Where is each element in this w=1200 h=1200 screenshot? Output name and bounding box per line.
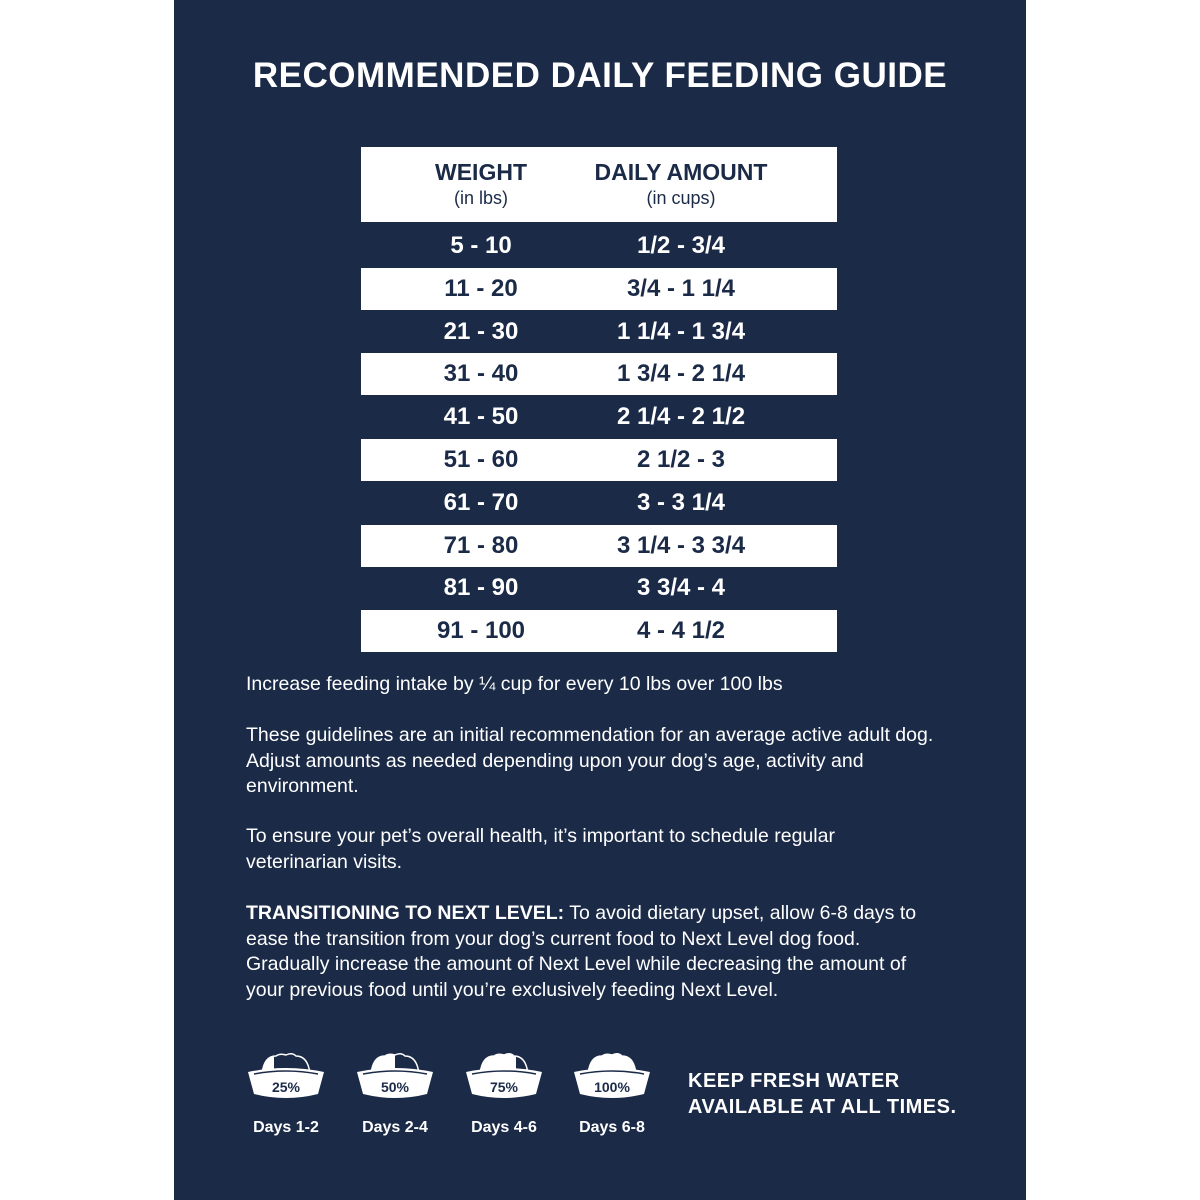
amount-cell: 1 3/4 - 2 1/4	[616, 360, 746, 388]
table-row	[361, 353, 837, 395]
bowl-days-label: Days 4-6	[471, 1119, 537, 1136]
food-bowl-icon	[246, 1050, 326, 1106]
weight-cell: 91 - 100	[436, 617, 526, 645]
weight-cell: 31 - 40	[443, 360, 519, 388]
table-row	[361, 396, 837, 438]
amount-cell: 1 1/4 - 1 3/4	[616, 317, 746, 345]
weight-cell: 61 - 70	[443, 488, 519, 516]
increase-note: Increase feeding intake by ¼ cup for every 10 lbs over 100 lbs	[246, 673, 783, 695]
bowl-days-label: Days 2-4	[362, 1119, 428, 1136]
table-row	[361, 268, 837, 310]
weight-cell: 11 - 20	[444, 274, 518, 302]
amount-header-unit: (in cups)	[646, 188, 716, 208]
fresh-water-line-1: KEEP FRESH WATER	[688, 1070, 900, 1092]
fresh-water-line-2: AVAILABLE AT ALL TIMES.	[688, 1096, 957, 1118]
weight-cell: 5 - 10	[450, 232, 512, 259]
table-row	[361, 610, 837, 652]
weight-header	[401, 159, 561, 209]
amount-cell: 3/4 - 1 1/4	[626, 274, 736, 302]
weight-cell: 41 - 50	[443, 403, 519, 431]
feeding-table	[361, 147, 837, 645]
feeding-guide-panel	[174, 0, 1026, 1200]
bowl-percent-label: 25%	[271, 1079, 301, 1095]
weight-cell: 21 - 30	[443, 317, 519, 345]
bowl-days-label: Days 1-2	[253, 1119, 319, 1136]
weight-cell: 51 - 60	[443, 446, 519, 473]
bowl-percent-label: 100%	[594, 1079, 630, 1095]
guidelines-note: These guidelines are an initial recommendation for an average active adult dog. Adjust amounts as needed depending upon your dog’s age, activity and environment.	[246, 724, 934, 797]
table-row	[361, 567, 837, 609]
weight-cell: 71 - 80	[443, 531, 519, 559]
amount-cell: 3 - 3 1/4	[636, 488, 726, 516]
weight-header-unit: (in lbs)	[453, 188, 508, 208]
amount-cell: 4 - 4 1/2	[636, 617, 726, 645]
weight-header-title: WEIGHT	[435, 159, 527, 185]
food-bowl-icon	[572, 1050, 652, 1106]
health-note: To ensure your pet’s overall health, it’s important to schedule regular veterinarian visits.	[246, 825, 835, 873]
amount-header	[586, 159, 776, 209]
transition-note	[246, 901, 936, 1003]
amount-header-title: DAILY AMOUNT	[594, 159, 768, 185]
weight-cell: 81 - 90	[443, 574, 519, 602]
food-bowl-icon	[464, 1050, 544, 1106]
bowl-percent-label: 75%	[489, 1079, 519, 1095]
page-title: RECOMMENDED DAILY FEEDING GUIDE	[252, 56, 948, 95]
amount-cell: 2 1/4 - 2 1/2	[616, 403, 746, 431]
bowl-percent-label: 50%	[380, 1079, 410, 1095]
table-row	[361, 311, 837, 353]
table-row	[361, 225, 837, 267]
amount-cell: 3 3/4 - 4	[636, 574, 726, 602]
table-row	[361, 439, 837, 481]
bowl-days-label: Days 6-8	[579, 1119, 645, 1136]
amount-cell: 2 1/2 - 3	[636, 446, 726, 473]
food-bowl-icon	[355, 1050, 435, 1106]
transition-heading: TRANSITIONING TO NEXT LEVEL:	[246, 902, 565, 924]
amount-cell: 1/2 - 3/4	[636, 232, 726, 259]
table-row	[361, 482, 837, 524]
amount-cell: 3 1/4 - 3 3/4	[616, 531, 746, 559]
table-header	[361, 147, 837, 222]
table-row	[361, 525, 837, 567]
transition-text: To avoid dietary upset, allow 6-8 days to ease the transition from your dog’s current food to Next Level dog food. Gradually increase the amount of Next Level while decreasing the amount of your previous food until you’re exclusively feeding Next Level.	[246, 902, 917, 1001]
fresh-water-note	[688, 1068, 957, 1120]
